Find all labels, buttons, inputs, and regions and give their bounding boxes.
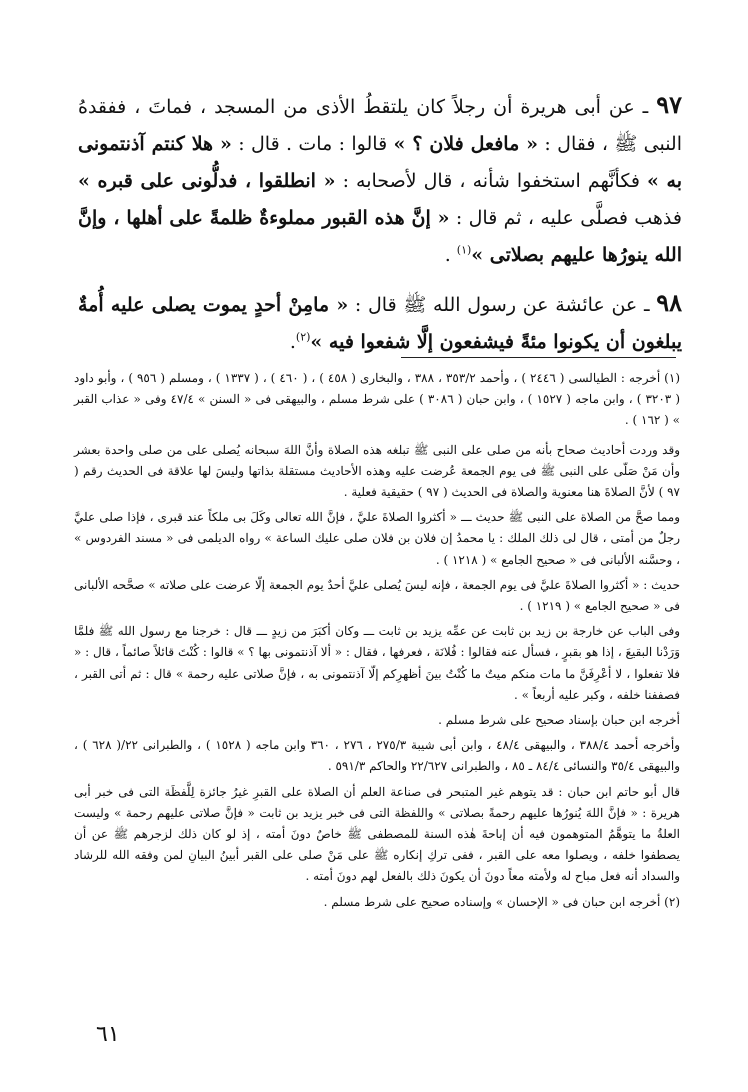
page-number: ٦١ bbox=[96, 1022, 120, 1047]
text-segment: فكأنَّهم استخفوا شأنه ، قال لأصحابه : bbox=[335, 170, 647, 192]
text-segment: قالوا : مات . قال : bbox=[231, 133, 394, 155]
footnote-paragraph: وفى الباب عن خارجة بن زيد بن ثابت عن عمِّه يزيد بن ثابت ـــ وكان أكبَرَ من زيدٍ ـــ قال : خرجنا مع رسول الله ﷺ فلمَّا وَرَدْنا البقيعَ ، إذا هو بقبرٍ ، فسأل عنه فقالوا : فُلانَة ، فعرفها ، فقال : « ألا آذنتمونى بها ؟ » قالوا : كُنْتَ قائلاً صائماً ، قال : « فلا تفعلوا ، لا أعْرِفَنَّ ما مات منكم ميتٌ ما كُنْتُ بينَ أظهرِكم إلّا آذنتمونى به ، فإنَّ صلاتى عليه رحمة » قال : ثم أتى القبر ، فصففنا خلفه ، وكبر عليه أربعاً » . bbox=[74, 624, 680, 702]
footnote-paragraph: وقد وردت أحاديث صحاح بأنه من صلى على النبى ﷺ تبلغه هذه الصلاة وأنَّ اللهَ سبحانه يُصلى على من صلى واحدة بعشر وأن مَنْ صَلّى على النبى ﷺ فى يوم الجمعة عُرضت عليه وهذه الأحاديث مستقلة بذاتها وليسَ لها علاقة فى الحديث رقم ( ٩٧ ) لأنَّ الصلاةَ هنا معنوية والصلاة فى الحديث ( ٩٧ ) حقيقية فعلية . bbox=[74, 442, 680, 500]
text-segment: ـ عن عائشة عن رسول الله ﷺ قال : bbox=[348, 294, 657, 316]
quote: « هلا كنتم آذنتمونى به » bbox=[78, 133, 682, 192]
footnote-ref: (٢) bbox=[295, 330, 311, 344]
main-text bbox=[78, 86, 682, 371]
text-segment: . bbox=[289, 331, 296, 353]
text-segment: ـ عن أبى هريرة أن رجلاً كان يلتقطُ الأذى من المسجد ، فماتَ ، ففقدهُ النبى ﷺ ، فقال : bbox=[78, 96, 682, 155]
hadith-number: ٩٨ bbox=[656, 288, 682, 317]
hadith-98 bbox=[78, 284, 682, 361]
footnote-2: (٢) أخرجه ابن حبان فى « الإحسان » وإسناده صحيح على شرط مسلم . bbox=[323, 894, 680, 909]
hadith-number: ٩٧ bbox=[656, 90, 682, 119]
footnote-divider bbox=[401, 357, 676, 358]
quote: « مافعل فلان ؟ » bbox=[393, 133, 539, 155]
footnote-paragraph: حديث : « أكثروا الصلاةَ عليَّ فى يوم الجمعة ، فإنه ليسَ يُصلى عليَّ أحدٌ يوم الجمعة إلّا عرضت على صلاته » صحَّحه الألبانى فى « صحيح الجامع » ( ١٢١٩ ) . bbox=[74, 577, 680, 614]
text-segment: . bbox=[444, 244, 457, 266]
footnote-1: (١) أخرجه : الطيالسى ( ٢٤٤٦ ) ، وأحمد ٣٥٣/٢ ، ٣٨٨ ، والبخارى ( ٤٥٨ ) ، ( ٤٦٠ ) ، ( ١٣٣٧ ) ، ومسلم ( ٩٥٦ ) ، وأبو داود ( ٣٢٠٣ ) ، وابن ماجه ( ١٥٢٧ ) ، وابن حبان ( ٣٠٨٦ ) على شرط مسلم ، والبيهقى فى « السنن » ٤٧/٤ وفى « عذاب القبر » ( ١٦٢ ) . bbox=[74, 371, 681, 428]
footnote-paragraph: قال أبو حاتم ابن حبان : قد يتوهم غير المتبحر فى صناعة العلم أن الصلاة على القبرِ غيرُ جائزة لِلَّفظَة التى فى خبر أبى هريرة : « فإنَّ اللهَ يُنورُها عليهم رحمةً بصلاتى » واللفظة التى فى خبر يزيد بن ثابت « فإنَّ صلاتى عليهم رحمة » وليست العلةُ ما يتوهَّمُ المتوهمون فيه أن إباحةَ هٰذه السنة للمصطفى ﷺ خاصٌ دونَ أمته ، إذ لو كان ذلك لزجرهم ﷺ عن أن يصطفوا خلفه ، ويصلوا معه على القبر ، ففى تركِ إنكاره ﷺ على مَنْ صلى على القبر أبينُ البيانِ لمن وفقه الله للرشاد والسداد أنه فعل مباح له ولأمته معاً دونَ أن يكونَ ذلك بالفعل لهم دونَ أمته . bbox=[74, 784, 680, 884]
footnote-paragraph: ومما صحَّ من الصلاة على النبى ﷺ حديث ـــ « أكثروا الصلاةَ عليَّ ، فإنَّ الله تعالى وكَلَ بى ملكاً عند قبرى ، فإذا صلى عليَّ رجلٌ من أمتى ، قال لى ذلك الملك : يا محمدُ إن فلان بن فلان صلى عليك الساعة » رواه الديلمى فى « مسند الفردوس » ، وحسَّنه الألبانى فى « صحيح الجامع » ( ١٢١٨ ) . bbox=[74, 510, 680, 567]
text-segment: فذهب فصلَّى عليه ، ثم قال : bbox=[449, 207, 682, 229]
quote: « انطلقوا ، فدلُّونى على قبره » bbox=[78, 170, 336, 192]
footnotes bbox=[74, 368, 680, 917]
hadith-97 bbox=[78, 86, 682, 274]
quote: « إنَّ هذه القبور مملوءةٌ ظلمةً على أهلها ، وإنَّ الله ينورُها عليهم بصلاتى » bbox=[78, 207, 682, 266]
quote: « مامِنْ أحدٍ يموت يصلى عليه أُمةٌ يبلغون أن يكونوا مئةً فيشفعون إلَّا شفعوا فيه » bbox=[78, 294, 682, 353]
footnote-paragraph: أخرجه ابن حبان بإسناد صحيح على شرط مسلم . bbox=[438, 713, 680, 728]
footnote-paragraph: وأخرجه أحمد ٣٨٨/٤ ، والبيهقى ٤٨/٤ ، وابن أبى شيبة ٢٧٥/٣ ، ٢٧٦ ، ٣٦٠ وابن ماجه ( ١٥٢٨ ) ، والطبرانى ٢٢/( ٦٢٨ ) ، والبيهقى ٣٥/٤ والنسائى ٨٤/٤ ـ ٨٥ ، والطبرانى ٢٢/٦٢٧ والحاكم ٥٩١/٣ . bbox=[74, 738, 681, 774]
footnote-ref: (١) bbox=[456, 243, 472, 257]
